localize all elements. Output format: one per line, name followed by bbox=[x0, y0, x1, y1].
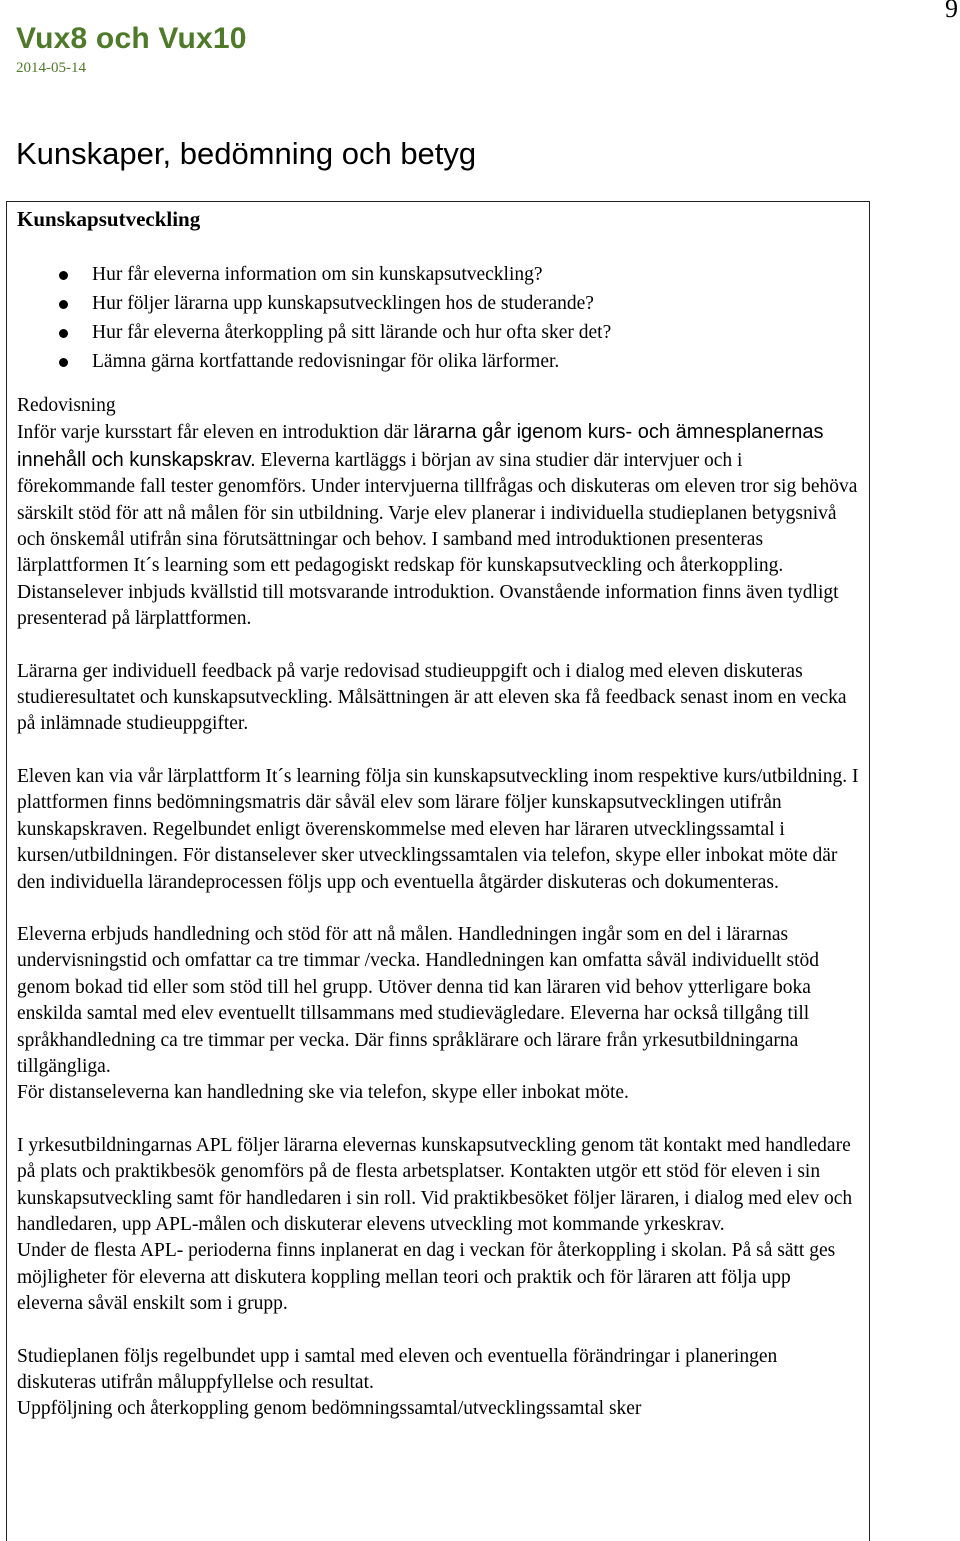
paragraph-text: I yrkesutbildningarnas APL följer lärarna elevernas kunskapsutveckling genom tät kontakt med handledare på plats och praktikbesök genomförs på de flesta arbetsplatser. Kontakten utgör ett stöd för eleven i sin kunskapsutveckling samt för handledaren i sin roll. Vid praktikbesöket följer läraren, i dialog med elev och handledaren, upp APL-målen och diskuterar elevens utveckling mot kommande yrkeskrav. bbox=[17, 1134, 853, 1235]
content-box-inner bbox=[7, 202, 869, 1423]
paragraph-feedback: Lärarna ger individuell feedback på varje redovisad studieuppgift och i dialog med eleven diskuteras studieresultatet och kunskapsutveckling. Målsättningen är att eleven ska få feedback senast inom en vecka på inlämnade studieuppgifter. bbox=[17, 660, 847, 735]
paragraph-text: Eleverna erbjuds handledning och stöd för att nå målen. Handledningen ingår som en del i lärarnas undervisningstid och omfattar ca tre timmar /vecka. Handledningen kan omfatta såväl individuellt stöd genom bokad tid eller som stöd till hel grupp. Utöver denna tid kan läraren vid behov ytterligare boka enskilda samtal med elev eventuellt tillsammans med studievägledare. Eleverna har också tillgång till språkhandledning ca tre timmar per vecka. Där finns språklärare och lärare från yrkesutbildningarna tillgängliga. bbox=[17, 923, 819, 1077]
question-text: Hur får eleverna information om sin kunskapsutveckling? bbox=[92, 264, 543, 285]
paragraph-redovisning bbox=[17, 393, 859, 633]
document-date: 2014-05-14 bbox=[16, 60, 86, 76]
list-item bbox=[17, 289, 859, 318]
question-text: Lämna gärna kortfattande redovisningar för olika lärformer. bbox=[92, 351, 560, 372]
question-text: Hur får eleverna återkoppling på sitt lärande och hur ofta sker det? bbox=[92, 322, 612, 343]
paragraph-apl bbox=[17, 1133, 859, 1318]
bullet-icon bbox=[59, 271, 68, 280]
list-item bbox=[17, 347, 859, 376]
section-title: Kunskaper, bedömning och betyg bbox=[16, 136, 477, 171]
paragraph-text: För distanseleverna kan handledning ske via telefon, skype eller inbokat möte. bbox=[17, 1082, 629, 1104]
question-text: Hur följer lärarna upp kunskapsutvecklingen hos de studerande? bbox=[92, 293, 594, 314]
list-item bbox=[17, 260, 859, 289]
document-header-title: Vux8 och Vux10 bbox=[16, 22, 247, 55]
paragraph-text: Studieplanen följs regelbundet upp i samtal med eleven och eventuella förändringar i planeringen diskuteras utifrån måluppfyllelse och resultat. bbox=[17, 1345, 778, 1393]
box-heading: Kunskapsutveckling bbox=[17, 207, 201, 231]
paragraph-text: Uppföljning och återkoppling genom bedömningssamtal/utvecklingssamtal sker bbox=[17, 1398, 642, 1420]
content-box bbox=[6, 201, 870, 1541]
paragraph-text: ärarna går igenom kurs- och ämnesplanernas innehåll och kunskapskrav. bbox=[17, 421, 824, 471]
paragraph-text: Eleverna kartläggs i början av sina studier där intervjuer och i förekommande fall tester genomförs. Under intervjuerna tillfrågas och diskuteras om eleven tror sig behöva särskilt stöd för att nå målen för sin utbildning. Varje elev planerar i individuella studieplanen betygsnivå och önskemål utifrån sina förutsättningar och behov. I samband med introduktionen presenteras lärplattformen It´s learning som ett pedagogiskt redskap för kunskapsutveckling och återkoppling. Distanselever inbjuds kvällstid till motsvarande introduktion. Ovanstående information finns även tydligt presenterad på lärplattformen. bbox=[17, 449, 858, 630]
bullet-icon bbox=[59, 300, 68, 309]
bullet-icon bbox=[59, 329, 68, 338]
bullet-icon bbox=[59, 358, 68, 367]
paragraph-text: Under de flesta APL- perioderna finns inplanerat en dag i veckan för återkoppling i skolan. På så sätt ges möjligheter för eleverna att diskutera koppling mellan teori och praktik och för läraren att följa upp eleverna såväl enskilt som i grupp. bbox=[17, 1240, 836, 1315]
list-item bbox=[17, 318, 859, 347]
paragraph-platform: Eleven kan via vår lärplattform It´s learning följa sin kunskapsutveckling inom respektive kurs/utbildning. I plattformen finns bedömningsmatris där såväl elev som lärare följer kunskapsutvecklingen utifrån kunskapskraven. Regelbundet enligt överenskommelse med eleven har läraren utvecklingssamtal i kursen/utbildningen. För distanselever sker utvecklingssamtalen via telefon, skype eller inbokat möte där den individuella lärandeprocessen följs upp och eventuella åtgärder diskuteras och dokumenteras. bbox=[17, 765, 859, 893]
page-number: 9 bbox=[945, 0, 958, 23]
redovisning-label: Redovisning bbox=[17, 395, 116, 416]
paragraph-studieplan bbox=[17, 1344, 859, 1423]
paragraph-text: Inför varje kursstart får eleven en introduktion där l bbox=[17, 422, 419, 444]
question-list bbox=[17, 260, 859, 376]
paragraph-handledning bbox=[17, 922, 859, 1107]
